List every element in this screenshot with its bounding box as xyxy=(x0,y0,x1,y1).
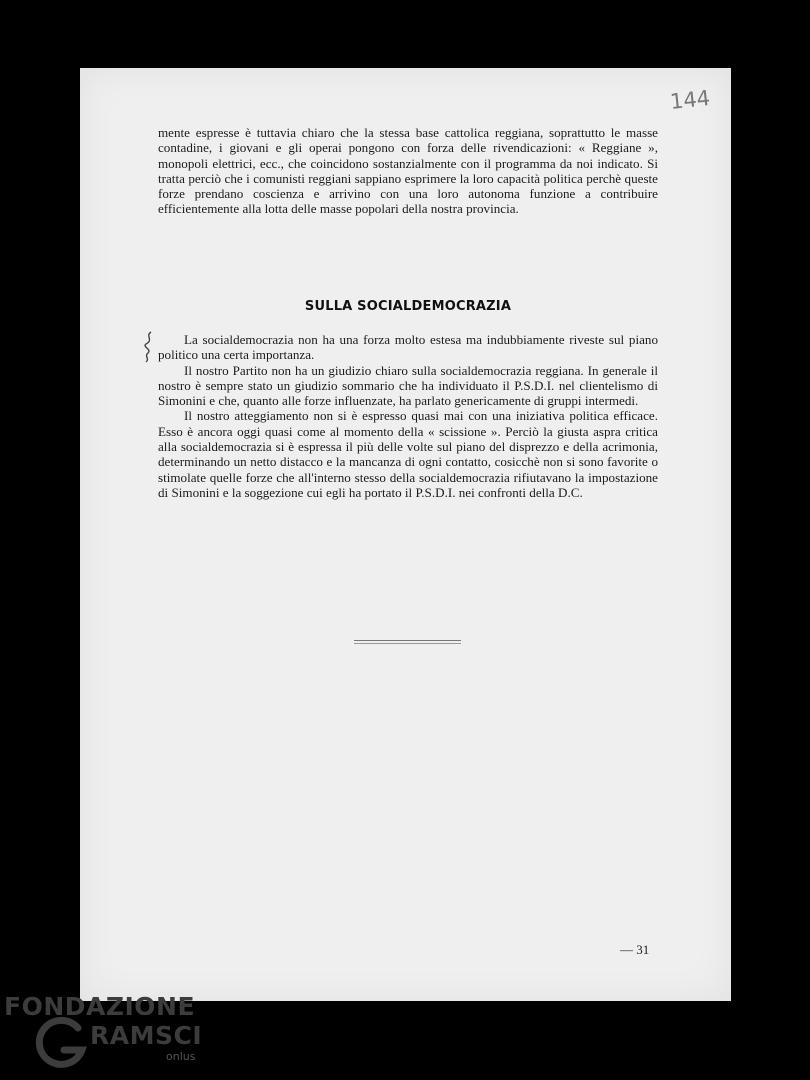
divider-rule xyxy=(354,640,461,644)
intro-text: mente espresse è tuttavia chiaro che la stessa base cattolica reggiana, soprattutto le masse contadine, i giovani e gli operai pongono con forza delle rivendicazioni: « Reggiane », monopoli elettrici, ecc., che coincidono sostanzialmente con il programma da noi indicato. Si tratta perciò che i comunisti reggiani sappiano esprimere la loro capacità politica perchè queste forze prendano coscienza e arrivino con una loro autonoma funzione a contribuire efficientemente alla lotta delle masse popolari della nostra provincia. xyxy=(158,125,658,217)
logo-line-1: FONDAZIONE xyxy=(4,992,196,1021)
page-number: — 31 xyxy=(620,942,650,957)
document-page xyxy=(80,68,731,1001)
logo-line-2: RAMSCI xyxy=(90,1021,203,1050)
handwritten-page-stamp: 144 xyxy=(668,85,712,115)
paragraph: Il nostro Partito non ha un giudizio chiaro sulla socialdemocrazia reggiana. In generale il nostro è sempre stato un giudizio sommario che ha individuato il P.S.D.I. nel clientelismo di Simonini e che, quanto alle forze influenzate, ha parlato genericamente di gruppi intermedi. xyxy=(158,362,658,409)
fondazione-gramsci-logo xyxy=(4,992,204,1072)
section-heading: SULLA SOCIALDEMOCRAZIA xyxy=(304,299,512,314)
intro-paragraph xyxy=(158,125,658,217)
logo-g-icon xyxy=(32,1016,92,1070)
logo-subtitle: onlus xyxy=(166,1050,196,1063)
paragraph: La socialdemocrazia non ha una forza molto estesa ma indubbiamente riveste sul piano politico una certa importanza. xyxy=(158,332,658,363)
margin-annotation-icon xyxy=(140,330,158,364)
paragraph: Il nostro atteggiamento non si è espresso quasi mai con una iniziativa politica efficace. Esso è ancora oggi quasi come al momento della « scissione ». Perciò la giusta aspra critica alla socialdemocrazia si è espressa il più delle volte sul piano del disprezzo e della acrimonia, determinando un netto distacco e la mancanza di ogni contatto, cosicchè non si sono favorite o stimolate quelle forze che all'interno stesso della socialdemocrazia rifiutavano la impostazione di Simonini e la soggezione cui egli ha portato il P.S.D.I. nei confronti della D.C. xyxy=(158,408,658,500)
section-body xyxy=(158,332,658,500)
